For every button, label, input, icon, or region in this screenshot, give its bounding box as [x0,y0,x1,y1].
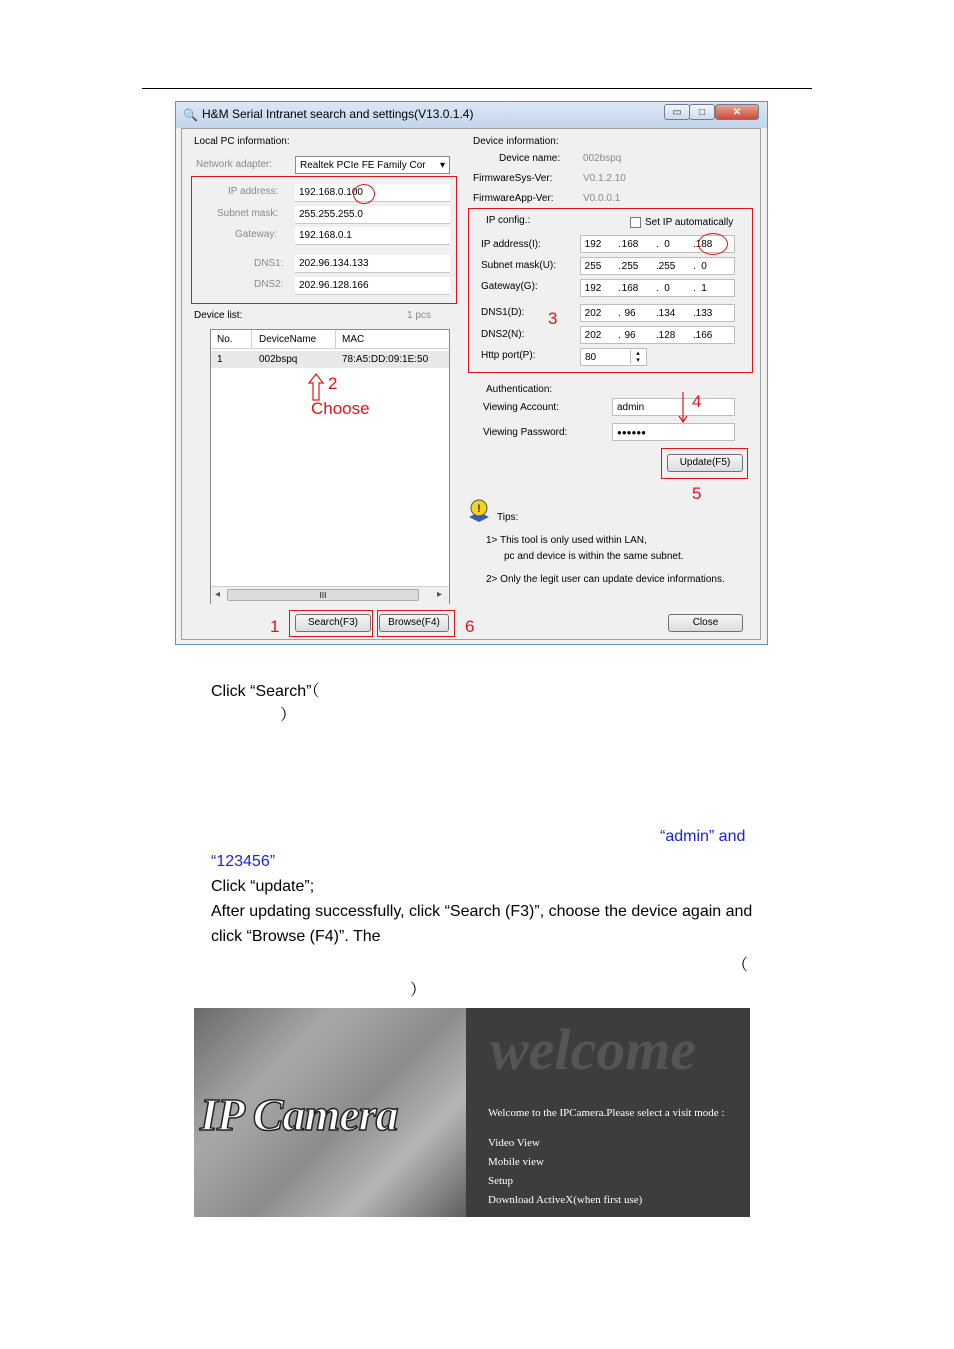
step-browse-text: click “Browse (F4)”. The [211,928,381,945]
step-update-text: Click “update”; [211,878,315,895]
adapter-value: Realtek PCIe FE Family Cor [300,160,426,171]
row-no: 1 [217,354,223,365]
chevron-down-icon: ▾ [439,160,445,171]
scroll-thumb[interactable]: III [227,589,419,601]
credentials-password: “123456” [211,853,276,870]
banner-welcome: welcome [490,1017,697,1082]
auth-heading: Authentication: [486,384,553,395]
header-rule [142,88,812,89]
option-video-view[interactable]: Video View [488,1137,540,1149]
adapter-select[interactable] [295,156,450,174]
step-after-update-text: After updating successfully, click “Search (F3)”, choose the device again and [211,903,753,920]
local-mask-label: Subnet mask: [217,208,279,219]
annotation-number-3: 3 [548,309,558,328]
window-title: H&M Serial Intranet search and settings(V13.0.1.4) [202,107,474,121]
firmware-app-value: V0.0.0.1 [583,193,621,204]
paren-close: ） [410,982,427,999]
tips-line-2: pc and device is within the same subnet. [504,551,684,562]
account-field[interactable]: admin [612,398,735,416]
ip-seg-2: 168 [621,239,639,250]
ip-seg-3: 0 [664,239,670,250]
maximize-button[interactable]: □ [689,104,715,120]
horizontal-scrollbar[interactable] [211,586,449,604]
dns1-field[interactable]: 202 . 96 . 134 . 133 [580,304,735,322]
row-mac: 78:A5:DD:09:1E:50 [342,354,429,365]
option-setup[interactable]: Setup [488,1175,514,1187]
annotation-number-4: 4 [692,392,702,411]
tips-line-3: 2> Only the legit user can update device informations. [486,574,725,585]
device-name-label: Device name: [499,153,561,164]
minimize-button[interactable]: ▭ [664,104,690,120]
password-field[interactable]: ●●●●●● [612,423,735,441]
annotation-circle-local-ip [353,184,375,204]
local-dns2-field[interactable]: 202.96.128.166 [295,277,450,295]
column-header-devicename[interactable]: DeviceName [259,334,317,345]
scroll-right-icon[interactable]: ▸ [437,589,443,600]
banner-intro: Welcome to the IPCamera.Please select a visit mode : [488,1107,725,1119]
annotation-number-6: 6 [465,617,475,636]
account-label: Viewing Account: [483,402,559,413]
annotation-arrow-up-icon [308,372,324,402]
annotation-choose: Choose [311,399,370,418]
scroll-left-icon[interactable]: ◂ [215,589,221,600]
ip-address-label: IP address(I): [481,239,541,250]
close-window-button[interactable]: ✕ [715,104,759,120]
title-bar [176,102,767,128]
firmware-app-label: FirmwareApp-Ver: [473,193,554,204]
annotation-arrow-down-icon [678,392,688,424]
device-list-table [210,329,450,604]
row-device-name: 002bspq [259,354,298,365]
spinner-arrows-icon[interactable]: ▴ ▾ [630,350,645,364]
table-row[interactable] [211,351,449,368]
close-button[interactable]: Close [668,614,743,632]
local-gateway-field[interactable]: 192.168.0.1 [295,227,450,245]
dns1-label: DNS1(D): [481,307,525,318]
option-download-activex[interactable]: Download ActiveX(when first use) [488,1194,643,1206]
device-list-heading: Device list: [194,310,243,321]
client-area [181,128,761,640]
credentials-account: “admin” and [660,828,746,845]
update-button[interactable]: Update(F5) [667,454,743,472]
local-dns1-label: DNS1: [254,258,284,269]
subnet-mask-label: Subnet mask(U): [481,260,557,271]
ip-config-heading: IP config.: [486,215,531,226]
http-port-value: 80 [585,352,597,363]
dns2-field[interactable]: 202 . 96 . 128 . 166 [580,326,735,344]
auto-ip-checkbox[interactable] [630,217,641,228]
table-header [211,330,449,349]
firmware-sys-label: FirmwareSys-Ver: [473,173,553,184]
search-button[interactable]: Search(F3) [295,614,371,632]
browse-button[interactable]: Browse(F4) [379,614,449,632]
paren-open: （ [732,957,749,974]
gateway-field[interactable]: 192 . 168 . 0 . 1 [580,279,735,297]
annotation-number-2: 2 [328,374,338,393]
device-name-value: 002bspq [583,153,622,164]
firmware-sys-value: V0.1.2.10 [583,173,626,184]
ip-seg-1: 192 [584,239,602,250]
password-label: Viewing Password: [483,427,568,438]
ip-address-field[interactable]: 192 . 168 . 0 . 188 [580,235,735,253]
svg-text:!: ! [477,503,481,515]
gateway-label: Gateway(G): [481,281,538,292]
dns2-label: DNS2(N): [481,329,525,340]
ip-camera-welcome-banner [194,1008,750,1217]
banner-menu-panel [466,1008,750,1217]
column-header-no[interactable]: No. [217,334,233,345]
auto-ip-label: Set IP automatically [645,217,734,228]
tips-line-1: 1> This tool is only used within LAN, [486,535,647,546]
local-pc-heading: Local PC information: [194,136,290,147]
adapter-label: Network adapter: [196,159,273,170]
annotation-circle-device-ip [698,233,728,255]
local-dns1-field[interactable]: 202.96.134.133 [295,255,450,273]
step-search-text: Click “Search”（ [211,683,320,700]
warning-icon [466,499,492,525]
local-ip-field[interactable]: 192.168.0.100 [295,184,450,202]
device-count: 1 pcs [407,310,431,321]
subnet-mask-field[interactable]: 255 . 255 . 255 . 0 [580,257,735,275]
step-search-paren: ） [280,707,297,724]
http-port-label: Http port(P): [481,350,536,361]
annotation-number-5: 5 [692,484,702,503]
annotation-number-1: 1 [270,617,280,636]
local-dns2-label: DNS2: [254,279,284,290]
option-mobile-view[interactable]: Mobile view [488,1156,544,1168]
local-ip-label: IP address: [228,186,279,197]
http-port-field[interactable] [580,348,647,366]
local-mask-field[interactable]: 255.255.255.0 [295,206,450,224]
search-app-icon: 🔍 [183,108,198,122]
device-info-heading: Device information: [473,136,559,147]
banner-logo: IP Camera [200,1089,398,1140]
search-tool-window [175,101,768,645]
local-gateway-label: Gateway: [235,229,278,240]
ip-seg-4: 188 [695,239,713,250]
column-header-mac[interactable]: MAC [342,334,365,345]
banner-logo-panel [194,1008,466,1217]
tips-heading: Tips: [497,512,519,523]
